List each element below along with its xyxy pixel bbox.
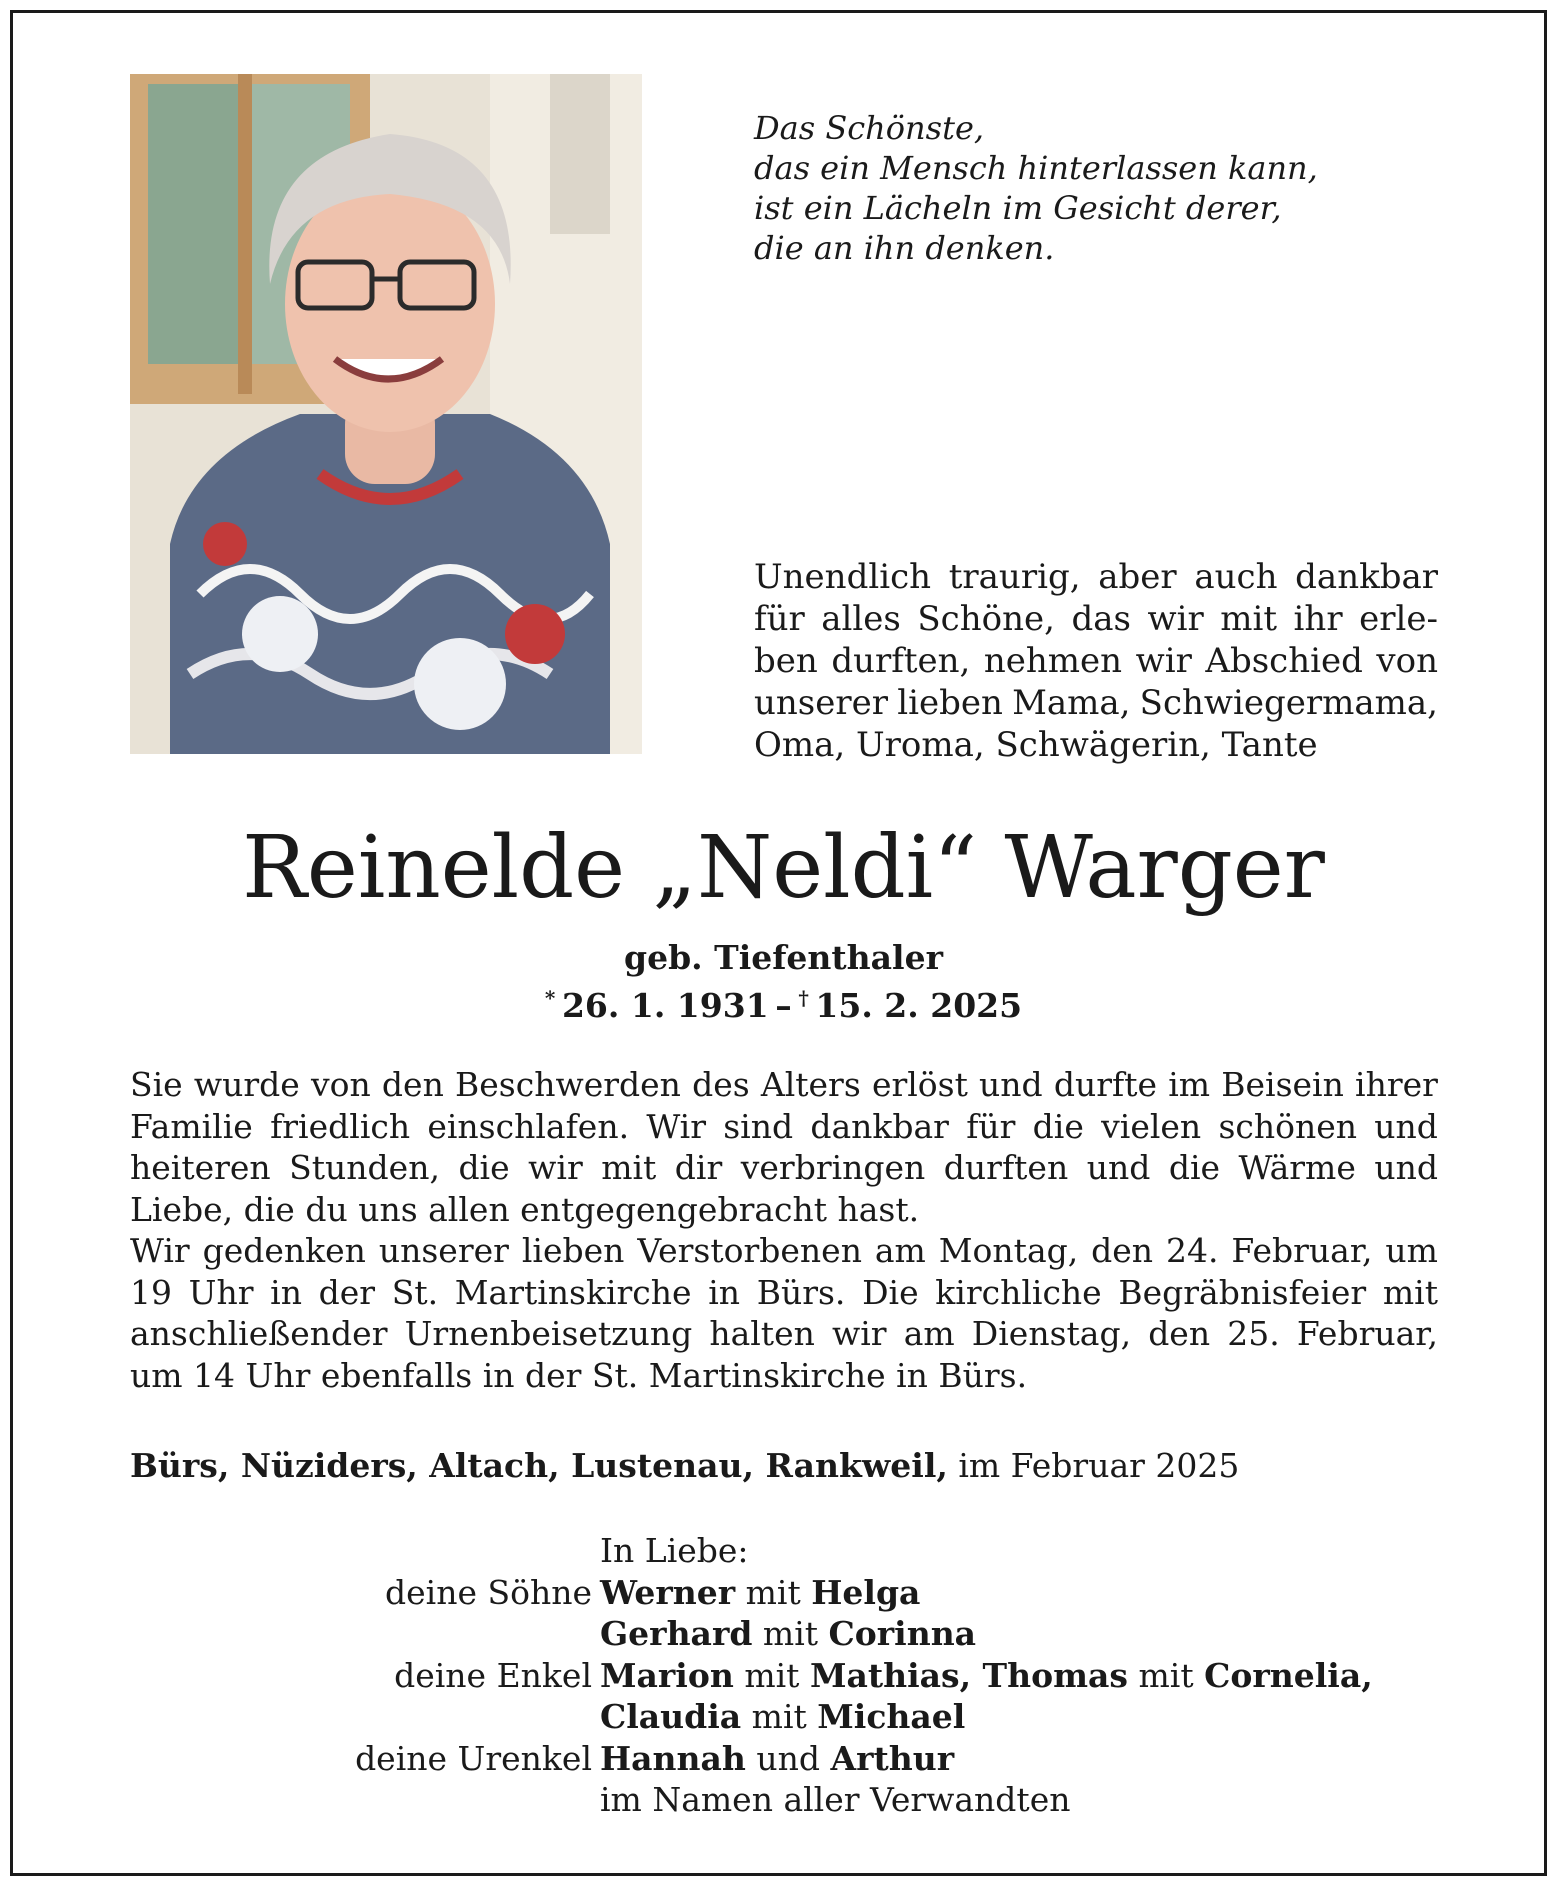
word: Dienstag, xyxy=(971,1314,1132,1353)
memorial-quote xyxy=(754,108,1394,268)
word: lieben xyxy=(897,683,1003,723)
word: für xyxy=(966,1106,1016,1146)
word: Verstorbenen xyxy=(637,1231,862,1270)
family-rows xyxy=(0,1572,1567,1821)
word: halten xyxy=(709,1314,815,1353)
intro-line: Oma, Uroma, Schwägerin, Tante xyxy=(754,725,1318,765)
body-line xyxy=(130,1147,1438,1189)
word: Wärme xyxy=(1238,1148,1356,1187)
word: Beschwerden xyxy=(455,1065,681,1104)
word: Schwiegermama, xyxy=(1139,683,1438,723)
word: und xyxy=(1374,1148,1438,1187)
family-row xyxy=(0,1738,1567,1780)
word: lieben xyxy=(521,1231,625,1270)
word: den xyxy=(1148,1314,1211,1353)
intro-line xyxy=(754,640,1438,682)
word: Wir xyxy=(130,1231,190,1270)
body-line xyxy=(130,1313,1438,1355)
word: Februar, xyxy=(1296,1314,1438,1353)
family-row xyxy=(0,1779,1567,1821)
word: aber xyxy=(1098,557,1177,597)
family-relation: deine Söhne xyxy=(385,1572,592,1612)
word: gedenken xyxy=(202,1231,366,1270)
word: von xyxy=(310,1065,371,1104)
death-symbol: † xyxy=(798,986,809,1010)
word: nehmen xyxy=(983,641,1123,681)
word: von xyxy=(1376,641,1438,681)
word: am xyxy=(874,1231,926,1270)
family-connector: im Namen aller Verwandten xyxy=(600,1780,1071,1819)
family-row xyxy=(0,1613,1567,1655)
body-line xyxy=(130,1230,1438,1272)
family-member-name: Arthur xyxy=(830,1738,955,1778)
word: unserer xyxy=(754,683,888,723)
word: dankbar xyxy=(810,1106,949,1146)
word: dir xyxy=(674,1148,723,1187)
birth-name: geb. Tiefenthaler xyxy=(624,938,943,977)
word: schönen xyxy=(1218,1106,1358,1146)
word: durften xyxy=(943,1148,1069,1187)
life-dates xyxy=(0,978,1567,1026)
family-row xyxy=(0,1696,1567,1738)
word: die xyxy=(1032,1106,1084,1146)
intro-line xyxy=(754,556,1438,598)
obituary-body xyxy=(130,1064,1438,1396)
word: des xyxy=(692,1065,750,1104)
word: im xyxy=(1168,1065,1211,1104)
word: der xyxy=(318,1272,376,1312)
portrait-photo xyxy=(130,74,642,754)
body-line: um 14 Uhr ebenfalls in der St. Martinskirche in Bürs. xyxy=(130,1355,1028,1395)
word: und xyxy=(1374,1106,1438,1146)
word: 25. xyxy=(1227,1314,1280,1353)
family-member-name: Helga xyxy=(811,1572,921,1612)
word: Wir xyxy=(646,1106,706,1146)
word: heiteren xyxy=(130,1148,271,1187)
word: mit xyxy=(601,1148,657,1187)
family-row xyxy=(0,1572,1567,1614)
body-line xyxy=(130,1064,1438,1106)
family-member-name: Claudia xyxy=(600,1697,742,1736)
word: vielen xyxy=(1101,1106,1202,1146)
family-names xyxy=(600,1779,1070,1821)
quote-line: das ein Mensch hinterlassen kann, xyxy=(754,149,1318,187)
family-member-name: Corinna xyxy=(828,1614,977,1653)
word: Urnenbeisetzung xyxy=(404,1314,693,1353)
word: Familie xyxy=(130,1106,253,1146)
word: Sie xyxy=(130,1065,183,1104)
places-and-date xyxy=(130,1446,1438,1486)
word: Martinskirche xyxy=(454,1272,692,1312)
date-dash: – xyxy=(775,986,792,1025)
family-member-name: Marion xyxy=(600,1655,734,1695)
word: wir xyxy=(1135,641,1192,681)
word: ben xyxy=(754,641,818,681)
family-connector: und xyxy=(745,1738,831,1778)
word: Februar, xyxy=(1231,1231,1373,1270)
family-member-name: Gerhard xyxy=(600,1614,753,1653)
word: Stunden, xyxy=(289,1148,440,1187)
family-names xyxy=(600,1613,976,1655)
family-member-name: Werner xyxy=(600,1572,736,1612)
word: Die xyxy=(862,1272,919,1312)
family-member-name: Mathias, Thomas xyxy=(809,1655,1128,1695)
family-connector: mit xyxy=(752,1614,829,1653)
quote-line: die an ihn denken. xyxy=(754,229,1055,267)
body-line: Liebe, die du uns allen entgegengebracht hast. xyxy=(130,1189,920,1229)
word: alles xyxy=(821,599,901,639)
word: auch xyxy=(1194,557,1278,597)
word: in xyxy=(270,1272,302,1312)
word: den xyxy=(381,1065,444,1104)
word: Uhr xyxy=(188,1272,254,1312)
family-member-name: Cornelia, xyxy=(1204,1655,1373,1695)
word: wir xyxy=(1147,599,1204,639)
quote-line: ist ein Lächeln im Gesicht derer, xyxy=(754,189,1282,227)
family-names xyxy=(600,1738,954,1780)
word: durfte xyxy=(1053,1065,1158,1104)
body-line xyxy=(130,1272,1438,1314)
word: Beisein xyxy=(1221,1065,1344,1104)
family-connector: mit xyxy=(1128,1655,1205,1695)
word: und xyxy=(979,1065,1043,1104)
family-row xyxy=(0,1655,1567,1697)
family-connector: mit xyxy=(741,1697,818,1736)
body-line xyxy=(130,1106,1438,1148)
word: ihrer xyxy=(1355,1065,1438,1104)
word: Mama, xyxy=(1012,683,1131,723)
word: wir xyxy=(831,1314,887,1353)
word: kirchliche xyxy=(935,1272,1102,1312)
farewell-intro xyxy=(754,556,1438,766)
birth-symbol: * xyxy=(544,986,556,1010)
word: mit xyxy=(1220,599,1278,639)
family-connector: mit xyxy=(735,1572,812,1612)
word: erle- xyxy=(1359,599,1438,639)
word: um xyxy=(1385,1231,1438,1270)
word: einschlafen. xyxy=(427,1106,630,1146)
word: verbringen xyxy=(740,1148,926,1187)
word: sind xyxy=(723,1106,794,1146)
family-member-name: Michael xyxy=(817,1697,966,1736)
family-names xyxy=(600,1655,1373,1697)
word: am xyxy=(903,1314,955,1353)
word: durften, xyxy=(831,641,971,681)
places-date: im Februar 2025 xyxy=(947,1446,1240,1485)
word: Schöne, xyxy=(917,599,1055,639)
family-names xyxy=(600,1696,965,1738)
word: den xyxy=(1091,1231,1154,1270)
word: die xyxy=(458,1148,510,1187)
family-member-name: Hannah xyxy=(600,1738,746,1778)
word: Abschied xyxy=(1205,641,1363,681)
word: ihr xyxy=(1293,599,1343,639)
word: 19 xyxy=(130,1272,172,1312)
family-intro-row xyxy=(0,1530,1567,1572)
family-relation: deine Enkel xyxy=(394,1655,592,1695)
word: mit xyxy=(1382,1272,1438,1312)
word: wurde xyxy=(193,1065,300,1104)
quote-line: Das Schönste, xyxy=(754,109,985,147)
word: traurig, xyxy=(948,557,1081,597)
word: und xyxy=(1086,1148,1151,1187)
word: wir xyxy=(528,1148,583,1187)
word: die xyxy=(1168,1148,1221,1187)
birth-date: 26. 1. 1931 xyxy=(561,986,769,1025)
word: Unendlich xyxy=(754,557,932,597)
deceased-name: Reinelde „Neldi“ Warger xyxy=(242,818,1325,918)
family-names xyxy=(600,1572,920,1614)
word: Begräbnisfeier xyxy=(1118,1272,1367,1312)
death-date: 15. 2. 2025 xyxy=(815,986,1023,1025)
word: in xyxy=(708,1272,741,1312)
places-towns: Bürs, Nüziders, Altach, Lustenau, Rankweil, xyxy=(130,1446,948,1485)
word: unserer xyxy=(378,1231,509,1270)
word: Montag, xyxy=(938,1231,1079,1270)
word: St. xyxy=(391,1272,439,1312)
word: für xyxy=(754,599,805,639)
family-intro: In Liebe: xyxy=(600,1531,749,1570)
word: friedlich xyxy=(270,1106,411,1146)
word: 24. xyxy=(1166,1231,1219,1270)
word: das xyxy=(1071,599,1131,639)
word: erlöst xyxy=(871,1065,968,1104)
family-list xyxy=(0,1530,1567,1821)
word: Bürs. xyxy=(756,1272,846,1312)
word: anschließender xyxy=(130,1314,388,1353)
intro-line xyxy=(754,682,1438,724)
intro-line xyxy=(754,598,1438,640)
word: dankbar xyxy=(1295,557,1438,597)
word: Alters xyxy=(760,1065,861,1104)
family-connector: mit xyxy=(733,1655,810,1695)
family-relation: deine Urenkel xyxy=(355,1738,592,1778)
